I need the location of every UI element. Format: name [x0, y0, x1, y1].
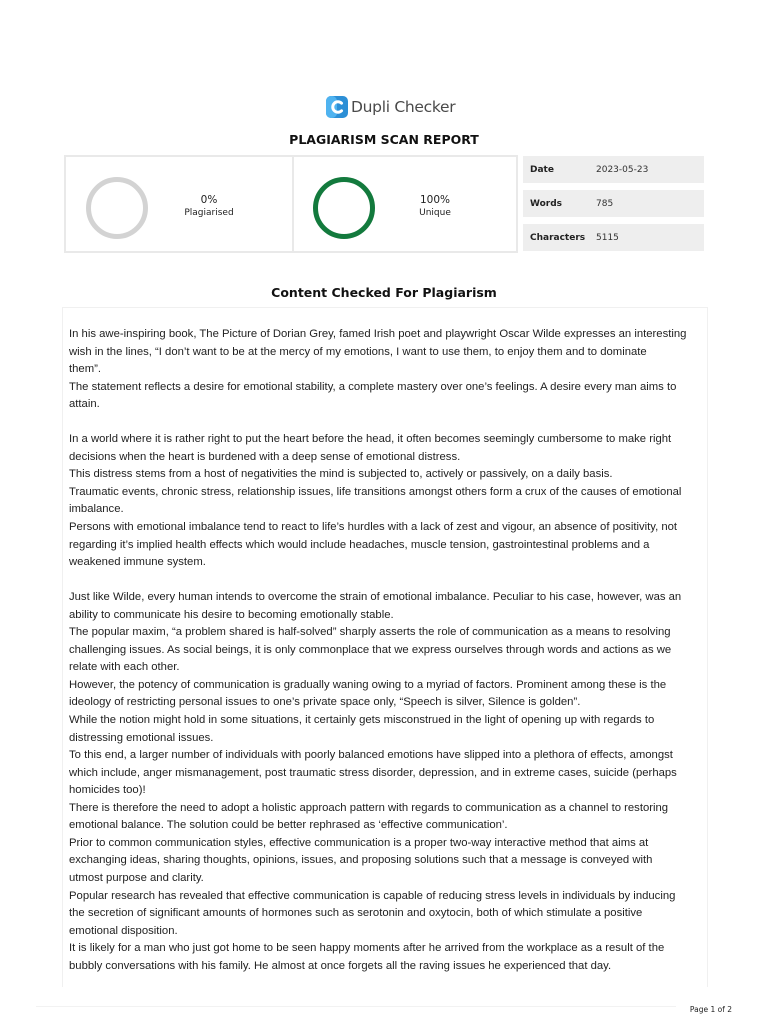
meta-value: 5115: [596, 232, 619, 243]
unique-stat: [294, 157, 516, 251]
meta-value: 785: [596, 198, 614, 209]
content-paragraph: The popular maxim, “a problem shared is half-solved” sharply asserts the role of communication as a means to resolving challenging issues. As social beings, it is only commonplace that we express ourselves through words and actions as we relate with each other.: [69, 626, 672, 674]
content-paragraph: There is therefore the need to adopt a holistic approach pattern with regards to communication as a channel to restoring emotional balance. The solution could be better rephrased as ‘effective communication’.: [69, 801, 669, 832]
footer-divider: [36, 1006, 676, 1007]
meta-row-words: [523, 190, 704, 217]
content-paragraph: In his awe-inspiring book, The Picture of Dorian Grey, famed Irish poet and playwright Oscar Wilde expresses an interesting wish in the lines, “I don’t want to be at the mercy of my emotions, I want to use them, to enjoy them and to dominate them”.: [69, 328, 687, 376]
content-paragraph: However, the potency of communication is gradually waning owing to a myriad of factors. Prominent among these is the ideology of restricting personal issues to one’s private space only, “Speech is silver, Silence is golden”.: [69, 678, 667, 709]
brand-logo: [326, 96, 455, 118]
meta-key: Words: [530, 198, 563, 209]
content-paragraph: While the notion might hold in some situations, it certainly gets misconstrued in the light of opening up with regards to distressing emotional issues.: [69, 714, 655, 744]
content-paragraph: Prior to common communication styles, effective communication is a proper two-way interactive method that aims at exchanging ideas, sharing thoughts, opinions, issues, and proposing solutions such that a message is conveyed with utmost purpose and clarity.: [69, 836, 653, 884]
content-paragraph: Traumatic events, chronic stress, relationship issues, life transitions amongst others form a crux of the causes of emotional imbalance.: [69, 485, 682, 516]
plagiarism-stats-box: [64, 155, 518, 253]
plagiarised-label: Plagiarised: [184, 208, 234, 218]
meta-row-characters: [523, 224, 704, 251]
page-number: Page 1 of 2: [689, 1005, 732, 1014]
content-paragraphs: [69, 326, 701, 975]
content-paragraph: To this end, a larger number of individuals with poorly balanced emotions have slipped into a plethora of effects, amongst which include, anger mismanagement, post traumatic stress disorder, depression, and in extreme cases, suicide (perhaps homicides too)!: [69, 749, 677, 797]
dupli-checker-c-icon: [326, 96, 348, 118]
content-paragraph: Persons with emotional imbalance tend to react to life’s hurdles with a lack of zest and vigour, an absence of positivity, not regarding it’s implied health effects which would include headaches, muscle tension, gastrointestinal problems and a weakened immune system.: [69, 521, 678, 569]
content-paragraph: This distress stems from a host of negativities the mind is subjected to, actively or passively, on a daily basis.: [69, 468, 613, 481]
report-meta-table: [523, 156, 704, 258]
content-paragraph: The statement reflects a desire for emotional stability, a complete mastery over one’s feelings. A desire every man aims to attain.: [69, 380, 677, 411]
content-paragraph: Popular research has revealed that effective communication is capable of reducing stress levels in individuals by inducing the secretion of significant amounts of hormones such as serotonin and oxytocin, both of which stimulate a positive emotional disposition.: [69, 889, 676, 937]
meta-row-date: [523, 156, 704, 183]
unique-percent: 100%: [419, 194, 451, 206]
plagiarised-ring: [86, 177, 148, 239]
checked-content-box: [62, 307, 708, 987]
report-title: PLAGIARISM SCAN REPORT: [289, 132, 479, 147]
unique-ring: [313, 177, 375, 239]
meta-key: Characters: [530, 232, 586, 243]
meta-key: Date: [530, 164, 554, 175]
content-paragraph: It is likely for a man who just got home to be seen happy moments after he arrived from the workplace as a result of the bubbly conversations with his family. He almost at once forgets all the raving issues he experienced that day.: [69, 942, 665, 972]
plagiarised-stat: [66, 157, 292, 251]
meta-value: 2023-05-23: [596, 164, 649, 175]
plagiarised-percent: 0%: [200, 194, 218, 206]
content-title: Content Checked For Plagiarism: [271, 285, 497, 300]
brand-name: Dupli Checker: [351, 98, 456, 116]
unique-label: Unique: [419, 208, 451, 218]
content-paragraph: Just like Wilde, every human intends to overcome the strain of emotional imbalance. Peculiar to his case, however, was an ability to communicate his desire to becoming emotionally stable.: [69, 591, 682, 621]
content-paragraph: In a world where it is rather right to put the heart before the head, it often becomes seemingly cumbersome to make right decisions when the heart is burdened with a deep sense of emotional distress.: [69, 433, 672, 463]
